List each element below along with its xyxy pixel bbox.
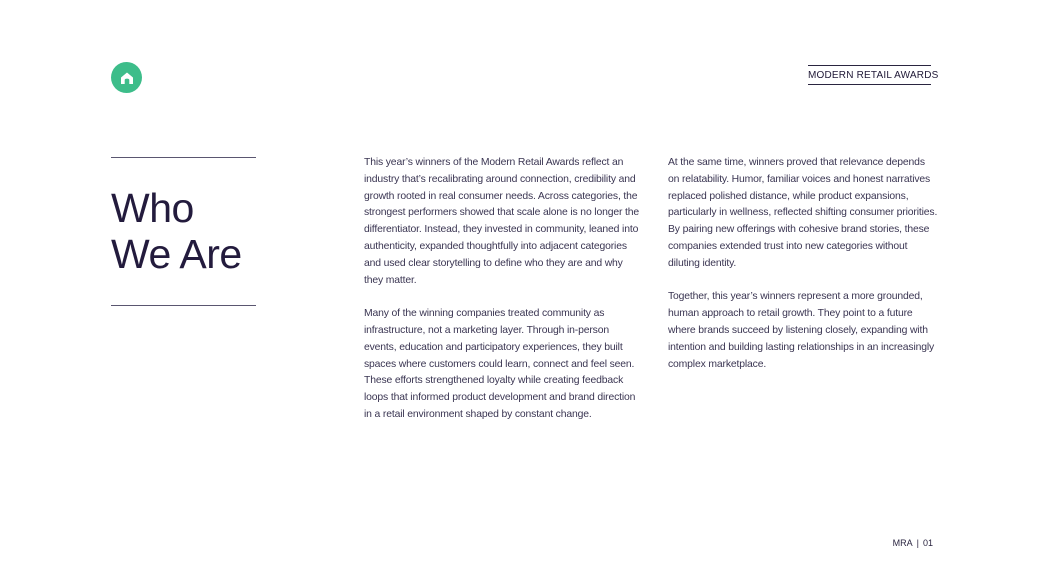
paragraph: Together, this year’s winners represent a more grounded, human approach to retail growth. They point to a future where brands succeed by listening closely, expanding with intention and building lasting relationships in an increasingly complex marketplace. bbox=[668, 291, 935, 370]
paragraph: Many of the winning companies treated community as infrastructure, not a marketing layer. Through in-person events, education and participatory experiences, they built spaces where customers could learn, connect and feel seen. These efforts strengthened loyalty while creating feedback loops that informed product development and brand direction in a retail environment shaped by constant change. bbox=[364, 308, 636, 420]
header-label: MODERN RETAIL AWARDS bbox=[808, 65, 931, 85]
page-title-line-2: We Are bbox=[111, 231, 242, 277]
paragraph: This year’s winners of the Modern Retail Awards reflect an industry that’s recalibrating around connection, credibility and growth rooted in real consumer needs. Across categories, the strongest performers showed that scale alone is no longer the differentiator. Instead, they invested in community, leaned into authenticity, expanded thoughtfully into adjacent categories and used clear storytelling to define who they are and why they matter. bbox=[364, 157, 640, 286]
page-number: 01 bbox=[922, 538, 933, 548]
house-badge-icon bbox=[118, 69, 136, 87]
title-divider-bottom bbox=[111, 305, 256, 306]
logo bbox=[111, 62, 142, 93]
footer-brand: MRA bbox=[892, 538, 913, 548]
paragraph: At the same time, winners proved that relevance depends on relatability. Humor, familiar voices and honest narratives replaced polished distance, while product expansions, particularly in wellness, reflected shifting consumer priorities. By pairing new offerings with cohesive brand stories, these companies extended trust into new categories without diluting identity. bbox=[668, 157, 938, 269]
body-column-left bbox=[364, 155, 644, 441]
body-column-right bbox=[668, 155, 938, 390]
footer-separator: | bbox=[916, 538, 919, 548]
page-footer bbox=[888, 538, 933, 548]
page-title bbox=[111, 185, 311, 277]
page-title-line-1: Who bbox=[111, 185, 194, 231]
title-divider-top bbox=[111, 157, 256, 158]
